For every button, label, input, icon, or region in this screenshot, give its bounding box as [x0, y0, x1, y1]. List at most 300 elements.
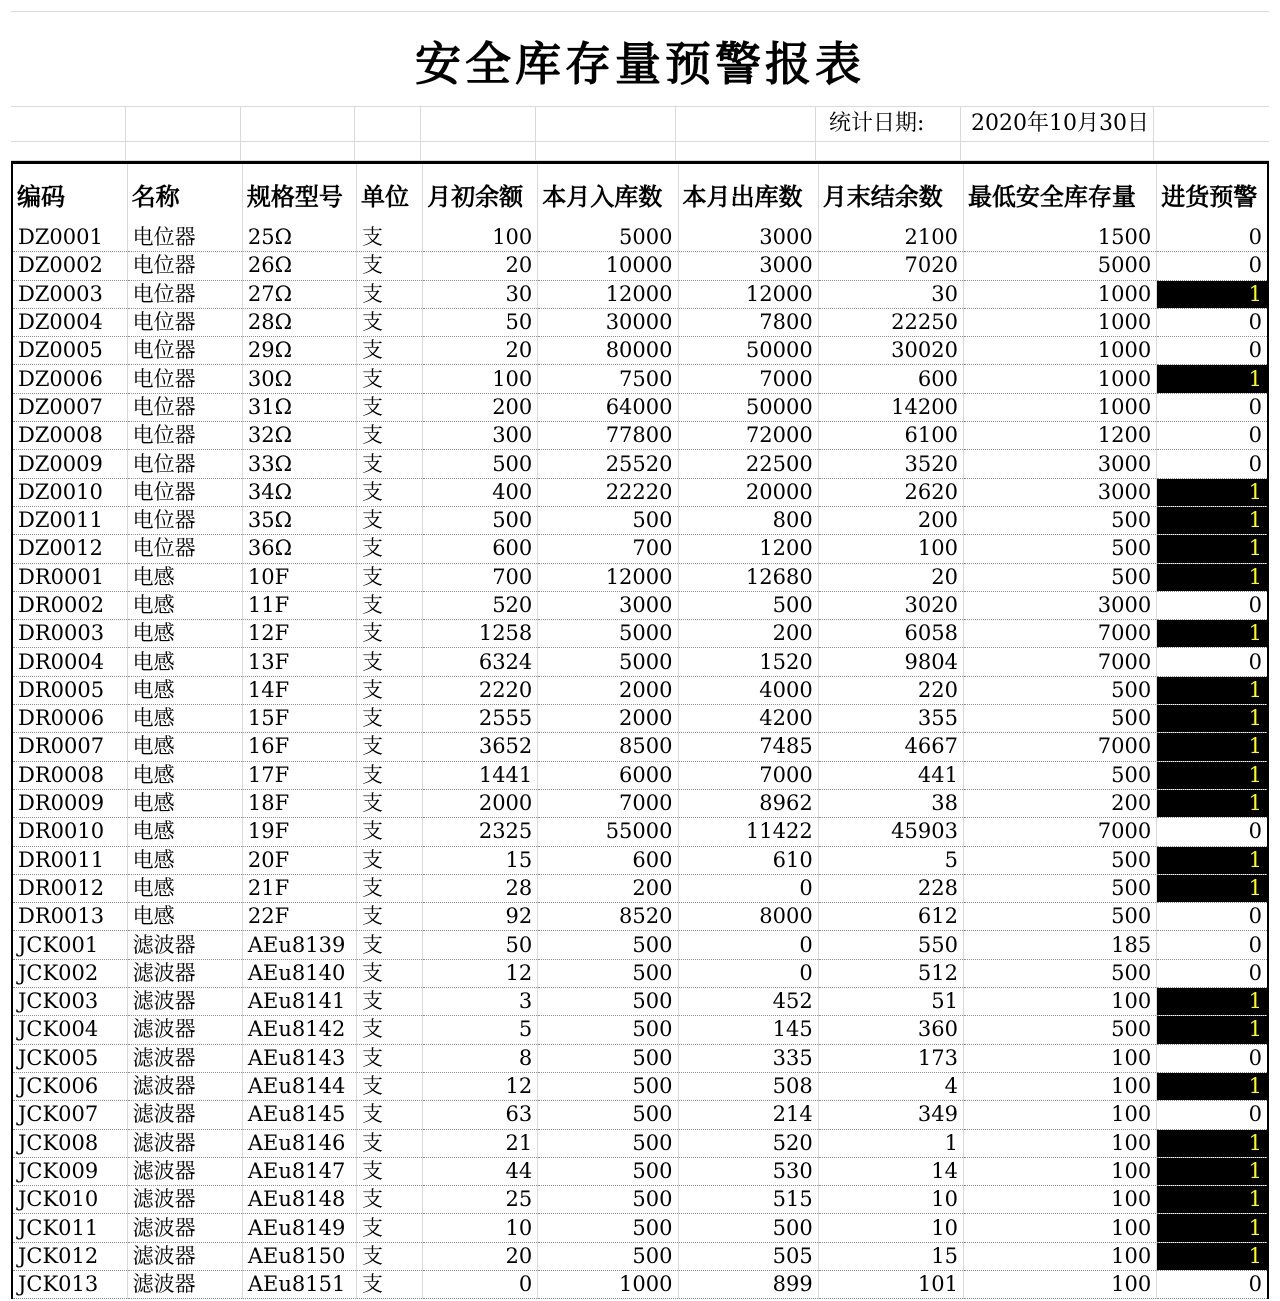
cell-closing-balance[interactable]: 101: [818, 1270, 963, 1298]
cell-name[interactable]: 电感: [127, 620, 242, 648]
cell-code[interactable]: DR0006: [12, 705, 127, 733]
cell-code[interactable]: JCK010: [12, 1186, 127, 1214]
cell-issued[interactable]: 7485: [678, 733, 818, 761]
cell-code[interactable]: DZ0003: [12, 280, 127, 308]
cell-received[interactable]: 12000: [538, 280, 678, 308]
cell-name[interactable]: 电位器: [127, 280, 242, 308]
cell-opening-balance[interactable]: 12: [423, 959, 538, 987]
cell-min-safety-stock[interactable]: 100: [963, 1214, 1156, 1242]
cell-min-safety-stock[interactable]: 500: [963, 874, 1156, 902]
column-header-unit[interactable]: 单位: [357, 163, 423, 225]
cell-issued[interactable]: 452: [678, 988, 818, 1016]
cell-closing-balance[interactable]: 5: [818, 846, 963, 874]
cell-unit[interactable]: 支: [357, 252, 423, 280]
cell-received[interactable]: 6000: [538, 761, 678, 789]
cell-spec[interactable]: 25Ω: [242, 224, 356, 252]
cell-code[interactable]: DR0011: [12, 846, 127, 874]
cell-restock-warning[interactable]: 1: [1157, 620, 1268, 648]
cell-closing-balance[interactable]: 38: [818, 789, 963, 817]
cell-opening-balance[interactable]: 3: [423, 988, 538, 1016]
cell-code[interactable]: DZ0001: [12, 224, 127, 252]
cell-restock-warning[interactable]: 1: [1157, 874, 1268, 902]
cell-opening-balance[interactable]: 100: [423, 365, 538, 393]
cell-min-safety-stock[interactable]: 100: [963, 988, 1156, 1016]
column-header-issued[interactable]: 本月出库数: [678, 163, 818, 225]
cell-unit[interactable]: 支: [357, 280, 423, 308]
cell-issued[interactable]: 8962: [678, 789, 818, 817]
cell-min-safety-stock[interactable]: 100: [963, 1186, 1156, 1214]
cell-spec[interactable]: 12F: [242, 620, 356, 648]
cell-name[interactable]: 电感: [127, 705, 242, 733]
cell-restock-warning[interactable]: 1: [1157, 1016, 1268, 1044]
cell-restock-warning[interactable]: 0: [1157, 224, 1268, 252]
cell-code[interactable]: JCK003: [12, 988, 127, 1016]
cell-closing-balance[interactable]: 100: [818, 535, 963, 563]
cell-name[interactable]: 滤波器: [127, 988, 242, 1016]
cell-closing-balance[interactable]: 22250: [818, 308, 963, 336]
cell-issued[interactable]: 12000: [678, 280, 818, 308]
cell-restock-warning[interactable]: 0: [1157, 1101, 1268, 1129]
cell-issued[interactable]: 0: [678, 959, 818, 987]
cell-spec[interactable]: 36Ω: [242, 535, 356, 563]
cell-received[interactable]: 64000: [538, 393, 678, 421]
cell-closing-balance[interactable]: 2100: [818, 224, 963, 252]
cell-spec[interactable]: 13F: [242, 648, 356, 676]
cell-spec[interactable]: AEu8139: [242, 931, 356, 959]
cell-code[interactable]: DZ0011: [12, 506, 127, 534]
cell-name[interactable]: 电感: [127, 903, 242, 931]
cell-received[interactable]: 500: [538, 1101, 678, 1129]
cell-unit[interactable]: 支: [357, 903, 423, 931]
cell-min-safety-stock[interactable]: 3000: [963, 591, 1156, 619]
cell-spec[interactable]: 30Ω: [242, 365, 356, 393]
grid-cell[interactable]: [421, 106, 536, 142]
cell-issued[interactable]: 72000: [678, 422, 818, 450]
cell-min-safety-stock[interactable]: 200: [963, 789, 1156, 817]
cell-name[interactable]: 电位器: [127, 252, 242, 280]
cell-code[interactable]: DR0008: [12, 761, 127, 789]
cell-closing-balance[interactable]: 6058: [818, 620, 963, 648]
cell-received[interactable]: 500: [538, 506, 678, 534]
cell-code[interactable]: DZ0005: [12, 337, 127, 365]
cell-restock-warning[interactable]: 1: [1157, 761, 1268, 789]
cell-issued[interactable]: 3000: [678, 252, 818, 280]
cell-unit[interactable]: 支: [357, 1101, 423, 1129]
cell-min-safety-stock[interactable]: 500: [963, 535, 1156, 563]
cell-code[interactable]: DZ0004: [12, 308, 127, 336]
cell-name[interactable]: 电位器: [127, 422, 242, 450]
cell-spec[interactable]: AEu8146: [242, 1129, 356, 1157]
cell-spec[interactable]: AEu8145: [242, 1101, 356, 1129]
cell-opening-balance[interactable]: 21: [423, 1129, 538, 1157]
cell-spec[interactable]: 28Ω: [242, 308, 356, 336]
cell-closing-balance[interactable]: 10: [818, 1186, 963, 1214]
grid-cell[interactable]: [241, 106, 355, 142]
cell-code[interactable]: DR0007: [12, 733, 127, 761]
cell-opening-balance[interactable]: 20: [423, 337, 538, 365]
cell-name[interactable]: 滤波器: [127, 1157, 242, 1185]
column-header-min-safety-stock[interactable]: 最低安全库存量: [963, 163, 1156, 225]
cell-restock-warning[interactable]: 1: [1157, 478, 1268, 506]
cell-closing-balance[interactable]: 30: [818, 280, 963, 308]
cell-received[interactable]: 700: [538, 535, 678, 563]
cell-opening-balance[interactable]: 520: [423, 591, 538, 619]
cell-restock-warning[interactable]: 1: [1157, 1157, 1268, 1185]
cell-received[interactable]: 500: [538, 1214, 678, 1242]
cell-name[interactable]: 滤波器: [127, 931, 242, 959]
cell-spec[interactable]: 19F: [242, 818, 356, 846]
cell-min-safety-stock[interactable]: 1500: [963, 224, 1156, 252]
cell-min-safety-stock[interactable]: 500: [963, 563, 1156, 591]
cell-min-safety-stock[interactable]: 1200: [963, 422, 1156, 450]
cell-spec[interactable]: 22F: [242, 903, 356, 931]
cell-closing-balance[interactable]: 173: [818, 1044, 963, 1072]
cell-restock-warning[interactable]: 1: [1157, 535, 1268, 563]
cell-restock-warning[interactable]: 1: [1157, 846, 1268, 874]
cell-issued[interactable]: 145: [678, 1016, 818, 1044]
cell-restock-warning[interactable]: 0: [1157, 648, 1268, 676]
cell-spec[interactable]: AEu8147: [242, 1157, 356, 1185]
cell-min-safety-stock[interactable]: 500: [963, 959, 1156, 987]
cell-restock-warning[interactable]: 0: [1157, 252, 1268, 280]
cell-min-safety-stock[interactable]: 500: [963, 506, 1156, 534]
cell-opening-balance[interactable]: 44: [423, 1157, 538, 1185]
cell-spec[interactable]: AEu8150: [242, 1242, 356, 1270]
cell-issued[interactable]: 3000: [678, 224, 818, 252]
cell-opening-balance[interactable]: 200: [423, 393, 538, 421]
column-header-closing-balance[interactable]: 月末结余数: [818, 163, 963, 225]
cell-code[interactable]: JCK004: [12, 1016, 127, 1044]
cell-opening-balance[interactable]: 100: [423, 224, 538, 252]
cell-min-safety-stock[interactable]: 185: [963, 931, 1156, 959]
cell-code[interactable]: JCK011: [12, 1214, 127, 1242]
cell-name[interactable]: 电位器: [127, 224, 242, 252]
cell-spec[interactable]: AEu8144: [242, 1072, 356, 1100]
cell-received[interactable]: 7500: [538, 365, 678, 393]
cell-received[interactable]: 500: [538, 988, 678, 1016]
cell-min-safety-stock[interactable]: 100: [963, 1101, 1156, 1129]
cell-closing-balance[interactable]: 4: [818, 1072, 963, 1100]
cell-name[interactable]: 电感: [127, 591, 242, 619]
cell-received[interactable]: 80000: [538, 337, 678, 365]
cell-name[interactable]: 滤波器: [127, 1072, 242, 1100]
cell-unit[interactable]: 支: [357, 1044, 423, 1072]
cell-code[interactable]: JCK012: [12, 1242, 127, 1270]
cell-received[interactable]: 2000: [538, 676, 678, 704]
cell-unit[interactable]: 支: [357, 1016, 423, 1044]
cell-restock-warning[interactable]: 0: [1157, 337, 1268, 365]
cell-name[interactable]: 电位器: [127, 337, 242, 365]
cell-code[interactable]: DR0005: [12, 676, 127, 704]
cell-code[interactable]: JCK013: [12, 1270, 127, 1298]
cell-min-safety-stock[interactable]: 500: [963, 705, 1156, 733]
cell-name[interactable]: 电位器: [127, 393, 242, 421]
cell-opening-balance[interactable]: 6324: [423, 648, 538, 676]
cell-issued[interactable]: 1520: [678, 648, 818, 676]
cell-closing-balance[interactable]: 7020: [818, 252, 963, 280]
cell-unit[interactable]: 支: [357, 506, 423, 534]
cell-unit[interactable]: 支: [357, 676, 423, 704]
grid-cell[interactable]: [1154, 142, 1269, 161]
cell-issued[interactable]: 200: [678, 620, 818, 648]
cell-received[interactable]: 10000: [538, 252, 678, 280]
cell-received[interactable]: 1000: [538, 1270, 678, 1298]
cell-spec[interactable]: 33Ω: [242, 450, 356, 478]
cell-restock-warning[interactable]: 1: [1157, 1242, 1268, 1270]
cell-received[interactable]: 500: [538, 1044, 678, 1072]
cell-name[interactable]: 电感: [127, 733, 242, 761]
cell-received[interactable]: 12000: [538, 563, 678, 591]
cell-closing-balance[interactable]: 512: [818, 959, 963, 987]
cell-min-safety-stock[interactable]: 7000: [963, 733, 1156, 761]
cell-restock-warning[interactable]: 1: [1157, 1186, 1268, 1214]
cell-spec[interactable]: 16F: [242, 733, 356, 761]
cell-received[interactable]: 22220: [538, 478, 678, 506]
cell-name[interactable]: 电位器: [127, 450, 242, 478]
cell-spec[interactable]: 17F: [242, 761, 356, 789]
cell-name[interactable]: 电位器: [127, 535, 242, 563]
cell-min-safety-stock[interactable]: 3000: [963, 450, 1156, 478]
cell-closing-balance[interactable]: 3020: [818, 591, 963, 619]
cell-opening-balance[interactable]: 1441: [423, 761, 538, 789]
cell-spec[interactable]: 26Ω: [242, 252, 356, 280]
cell-received[interactable]: 2000: [538, 705, 678, 733]
grid-cell[interactable]: [1154, 106, 1269, 142]
cell-spec[interactable]: 11F: [242, 591, 356, 619]
cell-restock-warning[interactable]: 1: [1157, 733, 1268, 761]
cell-name[interactable]: 电感: [127, 761, 242, 789]
cell-restock-warning[interactable]: 1: [1157, 1129, 1268, 1157]
cell-closing-balance[interactable]: 612: [818, 903, 963, 931]
cell-issued[interactable]: 7000: [678, 761, 818, 789]
cell-received[interactable]: 5000: [538, 620, 678, 648]
cell-issued[interactable]: 50000: [678, 337, 818, 365]
cell-min-safety-stock[interactable]: 100: [963, 1157, 1156, 1185]
cell-unit[interactable]: 支: [357, 422, 423, 450]
cell-closing-balance[interactable]: 4667: [818, 733, 963, 761]
cell-opening-balance[interactable]: 63: [423, 1101, 538, 1129]
cell-code[interactable]: DR0002: [12, 591, 127, 619]
cell-unit[interactable]: 支: [357, 789, 423, 817]
cell-closing-balance[interactable]: 441: [818, 761, 963, 789]
cell-restock-warning[interactable]: 0: [1157, 959, 1268, 987]
cell-opening-balance[interactable]: 700: [423, 563, 538, 591]
cell-code[interactable]: JCK007: [12, 1101, 127, 1129]
cell-min-safety-stock[interactable]: 1000: [963, 308, 1156, 336]
cell-opening-balance[interactable]: 8: [423, 1044, 538, 1072]
cell-restock-warning[interactable]: 0: [1157, 903, 1268, 931]
cell-code[interactable]: DR0013: [12, 903, 127, 931]
grid-cell[interactable]: [536, 106, 676, 142]
cell-name[interactable]: 滤波器: [127, 1129, 242, 1157]
cell-spec[interactable]: AEu8151: [242, 1270, 356, 1298]
grid-cell[interactable]: [816, 142, 961, 161]
cell-restock-warning[interactable]: 1: [1157, 1072, 1268, 1100]
cell-spec[interactable]: 27Ω: [242, 280, 356, 308]
cell-received[interactable]: 8500: [538, 733, 678, 761]
cell-issued[interactable]: 610: [678, 846, 818, 874]
cell-closing-balance[interactable]: 228: [818, 874, 963, 902]
cell-opening-balance[interactable]: 2325: [423, 818, 538, 846]
cell-opening-balance[interactable]: 50: [423, 308, 538, 336]
cell-min-safety-stock[interactable]: 3000: [963, 478, 1156, 506]
cell-min-safety-stock[interactable]: 100: [963, 1242, 1156, 1270]
cell-name[interactable]: 滤波器: [127, 1242, 242, 1270]
cell-issued[interactable]: 50000: [678, 393, 818, 421]
cell-received[interactable]: 500: [538, 1016, 678, 1044]
cell-name[interactable]: 电感: [127, 789, 242, 817]
cell-restock-warning[interactable]: 1: [1157, 988, 1268, 1016]
cell-name[interactable]: 电感: [127, 563, 242, 591]
cell-name[interactable]: 电感: [127, 846, 242, 874]
cell-restock-warning[interactable]: 1: [1157, 705, 1268, 733]
cell-restock-warning[interactable]: 1: [1157, 365, 1268, 393]
cell-spec[interactable]: 15F: [242, 705, 356, 733]
cell-issued[interactable]: 4000: [678, 676, 818, 704]
cell-unit[interactable]: 支: [357, 1186, 423, 1214]
cell-unit[interactable]: 支: [357, 1129, 423, 1157]
cell-spec[interactable]: 35Ω: [242, 506, 356, 534]
cell-received[interactable]: 500: [538, 1129, 678, 1157]
grid-cell[interactable]: [421, 142, 536, 161]
cell-code[interactable]: DR0012: [12, 874, 127, 902]
cell-closing-balance[interactable]: 45903: [818, 818, 963, 846]
cell-closing-balance[interactable]: 360: [818, 1016, 963, 1044]
cell-name[interactable]: 电位器: [127, 478, 242, 506]
cell-issued[interactable]: 520: [678, 1129, 818, 1157]
cell-unit[interactable]: 支: [357, 818, 423, 846]
cell-issued[interactable]: 0: [678, 874, 818, 902]
cell-closing-balance[interactable]: 550: [818, 931, 963, 959]
cell-spec[interactable]: AEu8148: [242, 1186, 356, 1214]
cell-closing-balance[interactable]: 20: [818, 563, 963, 591]
cell-name[interactable]: 滤波器: [127, 1016, 242, 1044]
cell-spec[interactable]: 32Ω: [242, 422, 356, 450]
cell-opening-balance[interactable]: 2220: [423, 676, 538, 704]
cell-received[interactable]: 7000: [538, 789, 678, 817]
column-header-code[interactable]: 编码: [12, 163, 127, 225]
grid-cell[interactable]: [355, 142, 421, 161]
cell-issued[interactable]: 508: [678, 1072, 818, 1100]
cell-restock-warning[interactable]: 0: [1157, 1270, 1268, 1298]
cell-issued[interactable]: 800: [678, 506, 818, 534]
cell-unit[interactable]: 支: [357, 931, 423, 959]
cell-spec[interactable]: 10F: [242, 563, 356, 591]
cell-unit[interactable]: 支: [357, 478, 423, 506]
cell-unit[interactable]: 支: [357, 563, 423, 591]
cell-opening-balance[interactable]: 15: [423, 846, 538, 874]
cell-received[interactable]: 8520: [538, 903, 678, 931]
cell-unit[interactable]: 支: [357, 308, 423, 336]
cell-restock-warning[interactable]: 0: [1157, 818, 1268, 846]
cell-received[interactable]: 5000: [538, 224, 678, 252]
cell-code[interactable]: JCK008: [12, 1129, 127, 1157]
cell-code[interactable]: JCK006: [12, 1072, 127, 1100]
cell-spec[interactable]: AEu8141: [242, 988, 356, 1016]
cell-issued[interactable]: 899: [678, 1270, 818, 1298]
grid-cell[interactable]: [11, 106, 126, 142]
cell-issued[interactable]: 7000: [678, 365, 818, 393]
cell-code[interactable]: DR0003: [12, 620, 127, 648]
cell-name[interactable]: 滤波器: [127, 1186, 242, 1214]
cell-spec[interactable]: 20F: [242, 846, 356, 874]
cell-code[interactable]: DZ0010: [12, 478, 127, 506]
grid-cell[interactable]: [241, 142, 355, 161]
cell-received[interactable]: 500: [538, 959, 678, 987]
cell-name[interactable]: 电位器: [127, 308, 242, 336]
cell-opening-balance[interactable]: 50: [423, 931, 538, 959]
cell-unit[interactable]: 支: [357, 1072, 423, 1100]
cell-restock-warning[interactable]: 1: [1157, 506, 1268, 534]
cell-name[interactable]: 滤波器: [127, 1044, 242, 1072]
cell-closing-balance[interactable]: 6100: [818, 422, 963, 450]
cell-spec[interactable]: AEu8143: [242, 1044, 356, 1072]
cell-unit[interactable]: 支: [357, 1214, 423, 1242]
cell-issued[interactable]: 20000: [678, 478, 818, 506]
cell-spec[interactable]: AEu8140: [242, 959, 356, 987]
cell-closing-balance[interactable]: 14: [818, 1157, 963, 1185]
cell-unit[interactable]: 支: [357, 733, 423, 761]
cell-issued[interactable]: 11422: [678, 818, 818, 846]
cell-opening-balance[interactable]: 300: [423, 422, 538, 450]
cell-name[interactable]: 电感: [127, 874, 242, 902]
cell-restock-warning[interactable]: 1: [1157, 563, 1268, 591]
cell-issued[interactable]: 8000: [678, 903, 818, 931]
cell-issued[interactable]: 500: [678, 591, 818, 619]
cell-unit[interactable]: 支: [357, 337, 423, 365]
cell-closing-balance[interactable]: 200: [818, 506, 963, 534]
cell-min-safety-stock[interactable]: 100: [963, 1129, 1156, 1157]
cell-spec[interactable]: AEu8142: [242, 1016, 356, 1044]
cell-closing-balance[interactable]: 10: [818, 1214, 963, 1242]
cell-restock-warning[interactable]: 0: [1157, 931, 1268, 959]
cell-code[interactable]: JCK001: [12, 931, 127, 959]
cell-unit[interactable]: 支: [357, 1157, 423, 1185]
cell-issued[interactable]: 12680: [678, 563, 818, 591]
cell-issued[interactable]: 0: [678, 931, 818, 959]
cell-opening-balance[interactable]: 2555: [423, 705, 538, 733]
cell-unit[interactable]: 支: [357, 761, 423, 789]
cell-opening-balance[interactable]: 12: [423, 1072, 538, 1100]
cell-name[interactable]: 电感: [127, 648, 242, 676]
cell-min-safety-stock[interactable]: 1000: [963, 365, 1156, 393]
column-header-opening-balance[interactable]: 月初余额: [423, 163, 538, 225]
cell-issued[interactable]: 530: [678, 1157, 818, 1185]
cell-unit[interactable]: 支: [357, 224, 423, 252]
cell-closing-balance[interactable]: 9804: [818, 648, 963, 676]
cell-closing-balance[interactable]: 349: [818, 1101, 963, 1129]
cell-code[interactable]: DZ0008: [12, 422, 127, 450]
cell-min-safety-stock[interactable]: 7000: [963, 648, 1156, 676]
grid-cell[interactable]: [126, 106, 241, 142]
cell-code[interactable]: JCK002: [12, 959, 127, 987]
cell-min-safety-stock[interactable]: 1000: [963, 337, 1156, 365]
cell-code[interactable]: DR0010: [12, 818, 127, 846]
cell-closing-balance[interactable]: 51: [818, 988, 963, 1016]
grid-cell[interactable]: [676, 142, 816, 161]
cell-name[interactable]: 电感: [127, 818, 242, 846]
cell-code[interactable]: JCK009: [12, 1157, 127, 1185]
cell-spec[interactable]: 31Ω: [242, 393, 356, 421]
cell-name[interactable]: 滤波器: [127, 1101, 242, 1129]
cell-spec[interactable]: 34Ω: [242, 478, 356, 506]
column-header-name[interactable]: 名称: [127, 163, 242, 225]
cell-received[interactable]: 500: [538, 1157, 678, 1185]
grid-cell[interactable]: [126, 142, 241, 161]
cell-received[interactable]: 500: [538, 1072, 678, 1100]
cell-issued[interactable]: 500: [678, 1214, 818, 1242]
cell-code[interactable]: DR0001: [12, 563, 127, 591]
